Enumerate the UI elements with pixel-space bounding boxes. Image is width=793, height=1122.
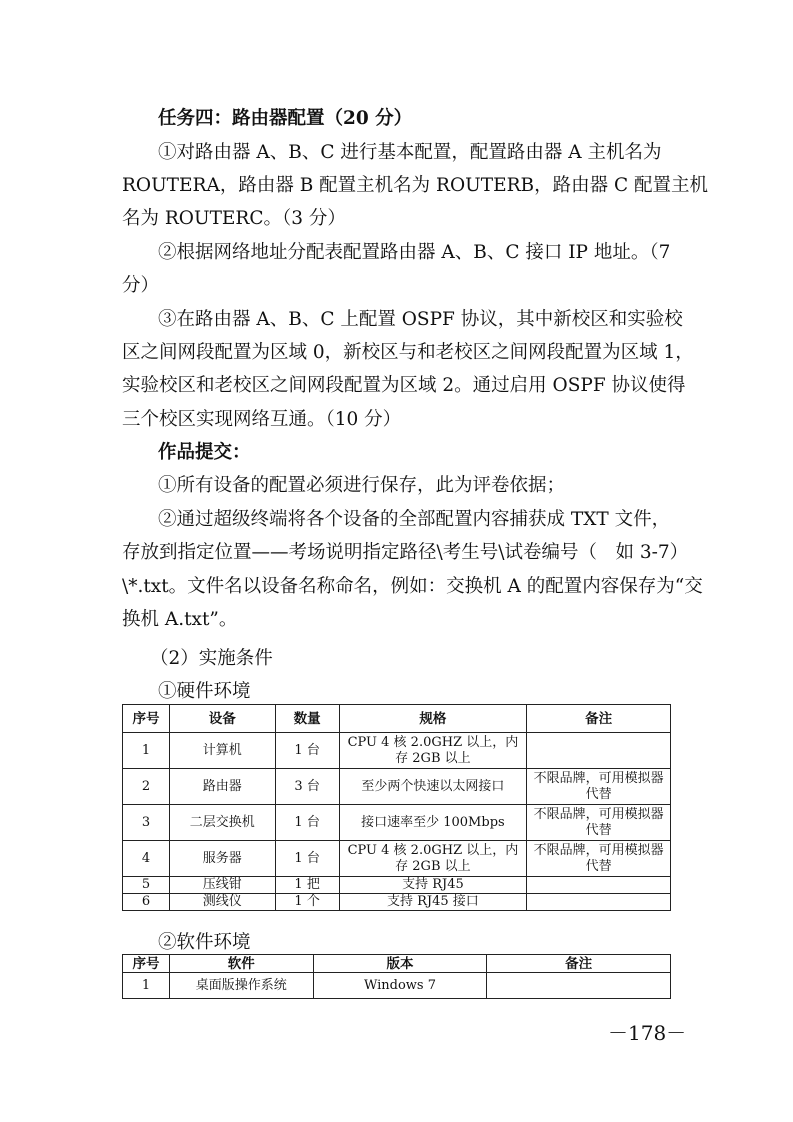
table-cell	[527, 877, 671, 894]
table-cell: 1 把	[275, 877, 339, 894]
hardware-table	[122, 704, 671, 911]
table-header-row	[123, 705, 671, 733]
submission-line: 换机 A.txt”。	[122, 609, 238, 630]
task-line: ②根据网络地址分配表配置路由器 A、B、C 接口 IP 地址。（7	[158, 242, 671, 263]
table-cell: 1	[123, 733, 170, 769]
task-line: 名为 ROUTERC。（3 分）	[122, 208, 346, 229]
header-cell: 序号	[123, 705, 170, 733]
table-cell: 5	[123, 877, 170, 894]
table-cell: 压线钳	[169, 877, 275, 894]
table-cell: 二层交换机	[169, 805, 275, 841]
table-row	[123, 894, 671, 911]
table-cell: 1	[123, 973, 170, 999]
hardware-heading: ①硬件环境	[158, 681, 251, 702]
table-cell: 1 台	[275, 805, 339, 841]
submission-line: 存放到指定位置——考场说明指定路径\考生号\试卷编号（ 如 3-7）	[122, 542, 689, 563]
table-cell	[527, 894, 671, 911]
page-number: －178－	[608, 1021, 687, 1045]
table-row	[123, 769, 671, 805]
table-row	[123, 733, 671, 769]
task-line: 三个校区实现网络互通。（10 分）	[122, 409, 402, 430]
table-cell: 不限品牌，可用模拟器代替	[527, 805, 671, 841]
table-cell	[487, 973, 671, 999]
table-cell	[527, 733, 671, 769]
software-heading: ②软件环境	[158, 932, 251, 953]
task-line: ①对路由器 A、B、C 进行基本配置，配置路由器 A 主机名为	[158, 142, 662, 163]
task-line: ③在路由器 A、B、C 上配置 OSPF 协议，其中新校区和实验校	[158, 309, 683, 330]
table-cell: 3	[123, 805, 170, 841]
table-cell: Windows 7	[313, 973, 487, 999]
table-row	[123, 973, 671, 999]
table-row	[123, 805, 671, 841]
task-line: 实验校区和老校区之间网段配置为区域 2。通过启用 OSPF 协议使得	[122, 375, 686, 396]
table-cell: 2	[123, 769, 170, 805]
header-cell: 规格	[339, 705, 527, 733]
table-cell: 1 个	[275, 894, 339, 911]
table-cell: 不限品牌，可用模拟器代替	[527, 841, 671, 877]
header-cell: 设备	[169, 705, 275, 733]
header-cell: 版本	[313, 955, 487, 973]
table-cell: 3 台	[275, 769, 339, 805]
table-cell: 1 台	[275, 841, 339, 877]
table-cell: CPU 4 核 2.0GHZ 以上，内存 2GB 以上	[339, 733, 527, 769]
table-cell: 不限品牌，可用模拟器代替	[527, 769, 671, 805]
table-cell: 至少两个快速以太网接口	[339, 769, 527, 805]
table-cell: 支持 RJ45	[339, 877, 527, 894]
software-table	[122, 954, 671, 999]
table-cell: 接口速率至少 100Mbps	[339, 805, 527, 841]
table-cell: 支持 RJ45 接口	[339, 894, 527, 911]
table-cell: 服务器	[169, 841, 275, 877]
task-line: 分）	[122, 275, 160, 296]
header-cell: 备注	[527, 705, 671, 733]
submission-line: ②通过超级终端将各个设备的全部配置内容捕获成 TXT 文件，	[158, 509, 671, 530]
task-line: 区之间网段配置为区域 0，新校区与和老校区之间网段配置为区域 1，	[122, 342, 694, 363]
table-cell: 6	[123, 894, 170, 911]
submission-line: ①所有设备的配置必须进行保存，此为评卷依据；	[158, 475, 566, 496]
task-title: 任务四：路由器配置（20 分）	[158, 108, 413, 129]
submission-title: 作品提交：	[158, 442, 251, 463]
conditions-heading: （2）实施条件	[150, 648, 273, 669]
header-cell: 序号	[123, 955, 170, 973]
table-cell: 4	[123, 841, 170, 877]
table-row	[123, 877, 671, 894]
table-cell: CPU 4 核 2.0GHZ 以上，内存 2GB 以上	[339, 841, 527, 877]
task-line: ROUTERA，路由器 B 配置主机名为 ROUTERB，路由器 C 配置主机	[122, 175, 709, 196]
header-cell: 数量	[275, 705, 339, 733]
table-cell: 路由器	[169, 769, 275, 805]
header-cell: 软件	[169, 955, 313, 973]
submission-line: \*.txt。文件名以设备名称命名，例如：交换机 A 的配置内容保存为“交	[122, 576, 703, 597]
table-header-row	[123, 955, 671, 973]
table-cell: 测线仪	[169, 894, 275, 911]
header-cell: 备注	[487, 955, 671, 973]
table-row	[123, 841, 671, 877]
table-cell: 桌面版操作系统	[169, 973, 313, 999]
table-cell: 计算机	[169, 733, 275, 769]
table-cell: 1 台	[275, 733, 339, 769]
